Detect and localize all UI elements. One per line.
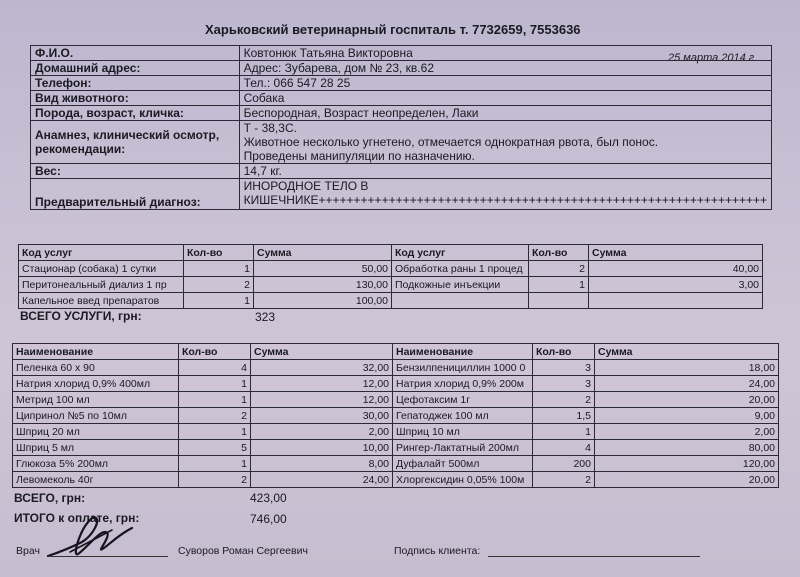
goods-name: Шприц 5 мл — [13, 440, 179, 456]
goods-sum: 8,00 — [251, 456, 393, 472]
patient-value: Т - 38,3С. Животное несколько угнетено, отмечается однократная рвота, был понос. Проведены манипуляции по назначению. — [239, 121, 771, 164]
goods-qty: 1 — [179, 424, 251, 440]
patient-row — [31, 179, 772, 210]
patient-row — [31, 61, 772, 76]
column-header: Сумма — [254, 245, 392, 261]
patient-label: Анамнез, клинический осмотр, рекомендации: — [31, 121, 240, 164]
grand-total-label: ВСЕГО, грн: — [14, 491, 86, 505]
goods-name: Хлоргексидин 0,05% 100м — [393, 472, 533, 488]
column-header: Наименование — [13, 344, 179, 360]
service-qty: 1 — [184, 293, 254, 309]
doctor-name: Суворов Роман Сергеевич — [178, 545, 308, 557]
column-header: Кол-во — [529, 245, 589, 261]
service-qty: 2 — [184, 277, 254, 293]
goods-sum: 24,00 — [595, 376, 779, 392]
goods-sum: 18,00 — [595, 360, 779, 376]
patient-value: ИНОРОДНОЕ ТЕЛО В КИШЕЧНИКЕ++++++++++++++++++++++++++++++++++++++++++++++++++++++++++++++++ — [239, 179, 771, 210]
column-header: Сумма — [589, 245, 763, 261]
column-header: Сумма — [251, 344, 393, 360]
services-table — [18, 244, 763, 309]
service-sum: 100,00 — [254, 293, 392, 309]
goods-header-row — [13, 344, 779, 360]
document-title: Харьковский ветеринарный госпиталь т. 7732659, 7553636 — [205, 22, 581, 37]
column-header: Код услуг — [19, 245, 184, 261]
table-row — [13, 360, 779, 376]
service-qty: 1 — [184, 261, 254, 277]
service-name: Обработка раны 1 процед — [392, 261, 529, 277]
goods-qty: 1 — [179, 376, 251, 392]
table-row — [13, 392, 779, 408]
column-header: Код услуг — [392, 245, 529, 261]
service-qty: 2 — [529, 261, 589, 277]
goods-name: Бензилпенициллин 1000 0 — [393, 360, 533, 376]
goods-name: Натрия хлорид 0,9% 400мл — [13, 376, 179, 392]
patient-row — [31, 121, 772, 164]
services-header-row — [19, 245, 763, 261]
service-name: Подкожные инъекции — [392, 277, 529, 293]
patient-row — [31, 91, 772, 106]
goods-name: Гепатоджек 100 мл — [393, 408, 533, 424]
payable-total-label: ИТОГО к оплате, грн: — [14, 511, 140, 525]
goods-qty: 1 — [179, 456, 251, 472]
goods-sum: 30,00 — [251, 408, 393, 424]
goods-qty: 1 — [533, 424, 595, 440]
patient-info-table — [30, 45, 772, 210]
goods-qty: 1 — [179, 392, 251, 408]
service-sum: 3,00 — [589, 277, 763, 293]
goods-table — [12, 343, 779, 488]
doctor-signature-line — [50, 556, 168, 557]
service-name: Перитонеальный диализ 1 пр — [19, 277, 184, 293]
table-row — [13, 376, 779, 392]
goods-qty: 3 — [533, 360, 595, 376]
goods-qty: 2 — [533, 392, 595, 408]
service-qty: 1 — [529, 277, 589, 293]
patient-label: Вид животного: — [31, 91, 240, 106]
goods-sum: 12,00 — [251, 392, 393, 408]
goods-name: Рингер-Лактатный 200мл — [393, 440, 533, 456]
document-date: 25 марта 2014 г — [668, 52, 755, 64]
table-row — [13, 440, 779, 456]
patient-row — [31, 106, 772, 121]
service-sum: 40,00 — [589, 261, 763, 277]
column-header: Сумма — [595, 344, 779, 360]
patient-row — [31, 76, 772, 91]
service-sum — [589, 293, 763, 309]
client-signature-line — [488, 556, 700, 557]
column-header: Кол-во — [179, 344, 251, 360]
goods-sum: 2,00 — [595, 424, 779, 440]
goods-sum: 24,00 — [251, 472, 393, 488]
service-qty — [529, 293, 589, 309]
table-row — [13, 424, 779, 440]
patient-label: Порода, возраст, кличка: — [31, 106, 240, 121]
goods-name: Дуфалайт 500мл — [393, 456, 533, 472]
goods-name: Шприц 10 мл — [393, 424, 533, 440]
goods-qty: 2 — [533, 472, 595, 488]
goods-name: Пеленка 60 х 90 — [13, 360, 179, 376]
goods-sum: 20,00 — [595, 392, 779, 408]
payable-total-value: 746,00 — [250, 512, 287, 526]
doctor-signature-icon — [40, 512, 140, 562]
patient-value: Ковтонюк Татьяна Викторовна — [239, 46, 771, 61]
goods-sum: 10,00 — [251, 440, 393, 456]
service-sum: 130,00 — [254, 277, 392, 293]
goods-qty: 4 — [179, 360, 251, 376]
table-row — [13, 408, 779, 424]
doctor-label: Врач — [16, 545, 40, 557]
goods-qty: 4 — [533, 440, 595, 456]
patient-value: Собака — [239, 91, 771, 106]
patient-value: 14,7 кг. — [239, 164, 771, 179]
table-row — [13, 456, 779, 472]
goods-qty: 1,5 — [533, 408, 595, 424]
patient-label: Телефон: — [31, 76, 240, 91]
client-signature-label: Подпись клиента: — [394, 545, 481, 557]
patient-value: Адрес: Зубарева, дом № 23, кв.62 — [239, 61, 771, 76]
patient-row — [31, 164, 772, 179]
goods-sum: 120,00 — [595, 456, 779, 472]
patient-row — [31, 46, 772, 61]
goods-name: Метрид 100 мл — [13, 392, 179, 408]
column-header: Наименование — [393, 344, 533, 360]
column-header: Кол-во — [533, 344, 595, 360]
patient-value: Беспородная, Возраст неопределен, Лаки — [239, 106, 771, 121]
goods-sum: 20,00 — [595, 472, 779, 488]
goods-qty: 3 — [533, 376, 595, 392]
goods-qty: 2 — [179, 472, 251, 488]
service-name — [392, 293, 529, 309]
patient-label: Предварительный диагноз: — [31, 179, 240, 210]
goods-sum: 80,00 — [595, 440, 779, 456]
goods-name: Глюкоза 5% 200мл — [13, 456, 179, 472]
goods-name: Цефотаксим 1г — [393, 392, 533, 408]
column-header: Кол-во — [184, 245, 254, 261]
grand-total-value: 423,00 — [250, 491, 287, 505]
patient-value: Тел.: 066 547 28 25 — [239, 76, 771, 91]
patient-label: Домашний адрес: — [31, 61, 240, 76]
goods-qty: 2 — [179, 408, 251, 424]
goods-name: Левомеколь 40г — [13, 472, 179, 488]
service-name: Капельное введ препаратов — [19, 293, 184, 309]
goods-sum: 12,00 — [251, 376, 393, 392]
table-row — [19, 261, 763, 277]
patient-label: Вес: — [31, 164, 240, 179]
goods-name: Натрия хлорид 0,9% 200м — [393, 376, 533, 392]
patient-label: Ф.И.О. — [31, 46, 240, 61]
table-row — [13, 472, 779, 488]
table-row — [19, 293, 763, 309]
goods-sum: 9,00 — [595, 408, 779, 424]
goods-qty: 5 — [179, 440, 251, 456]
services-total-label: ВСЕГО УСЛУГИ, грн: — [20, 309, 142, 323]
service-sum: 50,00 — [254, 261, 392, 277]
goods-sum: 2,00 — [251, 424, 393, 440]
goods-qty: 200 — [533, 456, 595, 472]
goods-name: Шприц 20 мл — [13, 424, 179, 440]
goods-name: Ципринол №5 по 10мл — [13, 408, 179, 424]
table-row — [19, 277, 763, 293]
services-total-value: 323 — [255, 310, 276, 324]
service-name: Стационар (собака) 1 сутки — [19, 261, 184, 277]
goods-sum: 32,00 — [251, 360, 393, 376]
